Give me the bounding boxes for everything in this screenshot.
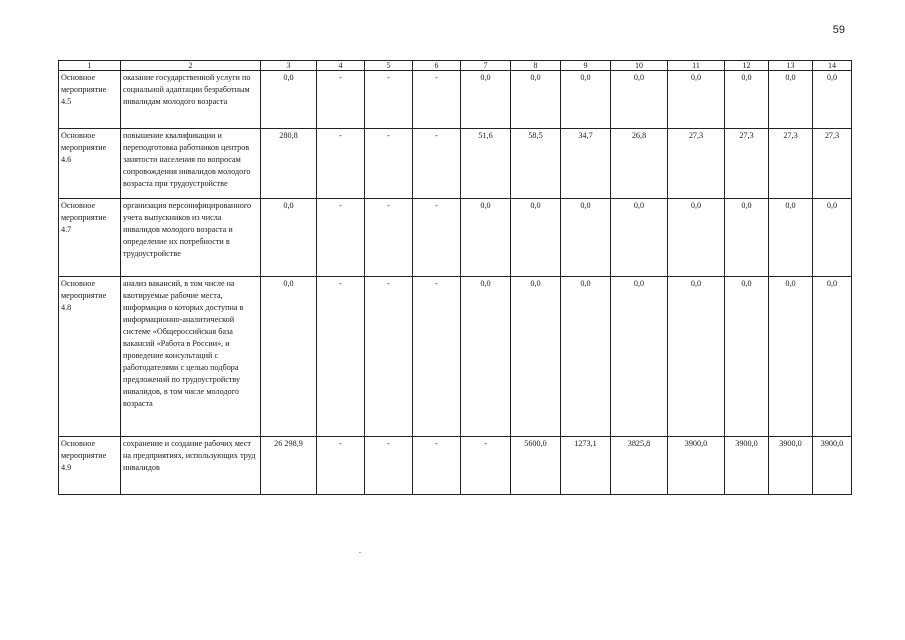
value-cell: 34,7 bbox=[561, 129, 611, 199]
value-cell: 5600,0 bbox=[511, 437, 561, 495]
value-cell: - bbox=[365, 199, 413, 277]
value-cell: 26,8 bbox=[611, 129, 668, 199]
row-description: сохранение и создание рабочих мест на предприятиях, использующих труд инвалидов bbox=[121, 437, 261, 495]
column-header: 13 bbox=[769, 61, 813, 71]
value-cell: 0,0 bbox=[561, 71, 611, 129]
value-cell: 3900,0 bbox=[725, 437, 769, 495]
value-cell: 0,0 bbox=[813, 277, 852, 437]
column-header: 4 bbox=[317, 61, 365, 71]
value-cell: 0,0 bbox=[668, 277, 725, 437]
value-cell: 0,0 bbox=[611, 71, 668, 129]
column-header: 6 bbox=[413, 61, 461, 71]
value-cell: - bbox=[317, 277, 365, 437]
table-row bbox=[59, 437, 852, 495]
value-cell: 0,0 bbox=[725, 277, 769, 437]
row-label: Основное мероприятие 4.6 bbox=[59, 129, 121, 199]
value-cell: 0,0 bbox=[611, 199, 668, 277]
value-cell: - bbox=[365, 277, 413, 437]
value-cell: 3900,0 bbox=[813, 437, 852, 495]
value-cell: - bbox=[365, 129, 413, 199]
column-header: 10 bbox=[611, 61, 668, 71]
value-cell: 27,3 bbox=[769, 129, 813, 199]
row-label: Основное мероприятие 4.9 bbox=[59, 437, 121, 495]
value-cell: 1273,1 bbox=[561, 437, 611, 495]
value-cell: 0,0 bbox=[769, 71, 813, 129]
value-cell: 0,0 bbox=[261, 199, 317, 277]
column-header: 7 bbox=[461, 61, 511, 71]
value-cell: - bbox=[317, 71, 365, 129]
value-cell: 0,0 bbox=[611, 277, 668, 437]
value-cell: 27,3 bbox=[813, 129, 852, 199]
table-row bbox=[59, 129, 852, 199]
value-cell: 0,0 bbox=[561, 277, 611, 437]
page-number: 59 bbox=[832, 24, 845, 36]
row-label: Основное мероприятие 4.5 bbox=[59, 71, 121, 129]
value-cell: 0,0 bbox=[561, 199, 611, 277]
value-cell: 3900,0 bbox=[668, 437, 725, 495]
table-row bbox=[59, 71, 852, 129]
value-cell: 0,0 bbox=[813, 71, 852, 129]
budget-table bbox=[58, 60, 852, 495]
value-cell: 0,0 bbox=[668, 199, 725, 277]
row-label: Основное мероприятие 4.7 bbox=[59, 199, 121, 277]
value-cell: - bbox=[317, 129, 365, 199]
column-header: 12 bbox=[725, 61, 769, 71]
row-label: Основное мероприятие 4.8 bbox=[59, 277, 121, 437]
value-cell: 0,0 bbox=[769, 277, 813, 437]
row-description: повышение квалификации и переподготовка работников центров занятости населения по вопросам сопровождения инвалидов молодого возраста при трудоустройстве bbox=[121, 129, 261, 199]
value-cell: 26 298,9 bbox=[261, 437, 317, 495]
value-cell: 27,3 bbox=[725, 129, 769, 199]
value-cell: - bbox=[317, 199, 365, 277]
column-header: 3 bbox=[261, 61, 317, 71]
table-row bbox=[59, 199, 852, 277]
value-cell: - bbox=[413, 129, 461, 199]
value-cell: 0,0 bbox=[511, 277, 561, 437]
value-cell: 0,0 bbox=[668, 71, 725, 129]
value-cell: 280,8 bbox=[261, 129, 317, 199]
row-description: оказание государственной услуги по социальной адаптации безработным инвалидам молодого возраста bbox=[121, 71, 261, 129]
column-header: 8 bbox=[511, 61, 561, 71]
value-cell: 27,3 bbox=[668, 129, 725, 199]
value-cell: 58,5 bbox=[511, 129, 561, 199]
value-cell: 0,0 bbox=[511, 199, 561, 277]
value-cell: - bbox=[461, 437, 511, 495]
value-cell: - bbox=[365, 437, 413, 495]
value-cell: 0,0 bbox=[511, 71, 561, 129]
column-header: 14 bbox=[813, 61, 852, 71]
column-header: 11 bbox=[668, 61, 725, 71]
header-row bbox=[59, 61, 852, 71]
column-header: 1 bbox=[59, 61, 121, 71]
value-cell: - bbox=[365, 71, 413, 129]
column-header: 2 bbox=[121, 61, 261, 71]
value-cell: 0,0 bbox=[461, 71, 511, 129]
value-cell: - bbox=[413, 71, 461, 129]
row-description: анализ вакансий, в том числе на квотируемые рабочие места, информация о которых доступна в информационно-аналитической системе «Общероссийская база вакансий «Работа в России», и проведение консультаций с работодателями с целью подбора предложений по трудоустройству инвалидов, в том числе молодого возраста bbox=[121, 277, 261, 437]
value-cell: 0,0 bbox=[461, 277, 511, 437]
footer-mark: . bbox=[359, 546, 361, 555]
table-row bbox=[59, 277, 852, 437]
value-cell: 3825,8 bbox=[611, 437, 668, 495]
value-cell: 0,0 bbox=[261, 71, 317, 129]
value-cell: - bbox=[413, 199, 461, 277]
value-cell: - bbox=[317, 437, 365, 495]
value-cell: 0,0 bbox=[461, 199, 511, 277]
value-cell: 0,0 bbox=[769, 199, 813, 277]
value-cell: 0,0 bbox=[261, 277, 317, 437]
value-cell: 0,0 bbox=[725, 71, 769, 129]
value-cell: 51,6 bbox=[461, 129, 511, 199]
value-cell: 3900,0 bbox=[769, 437, 813, 495]
column-header: 5 bbox=[365, 61, 413, 71]
value-cell: - bbox=[413, 277, 461, 437]
column-header: 9 bbox=[561, 61, 611, 71]
value-cell: 0,0 bbox=[813, 199, 852, 277]
value-cell: - bbox=[413, 437, 461, 495]
value-cell: 0,0 bbox=[725, 199, 769, 277]
row-description: организация персонифицированного учета выпускников из числа инвалидов молодого возраста и определение их потребности в трудоустройстве bbox=[121, 199, 261, 277]
